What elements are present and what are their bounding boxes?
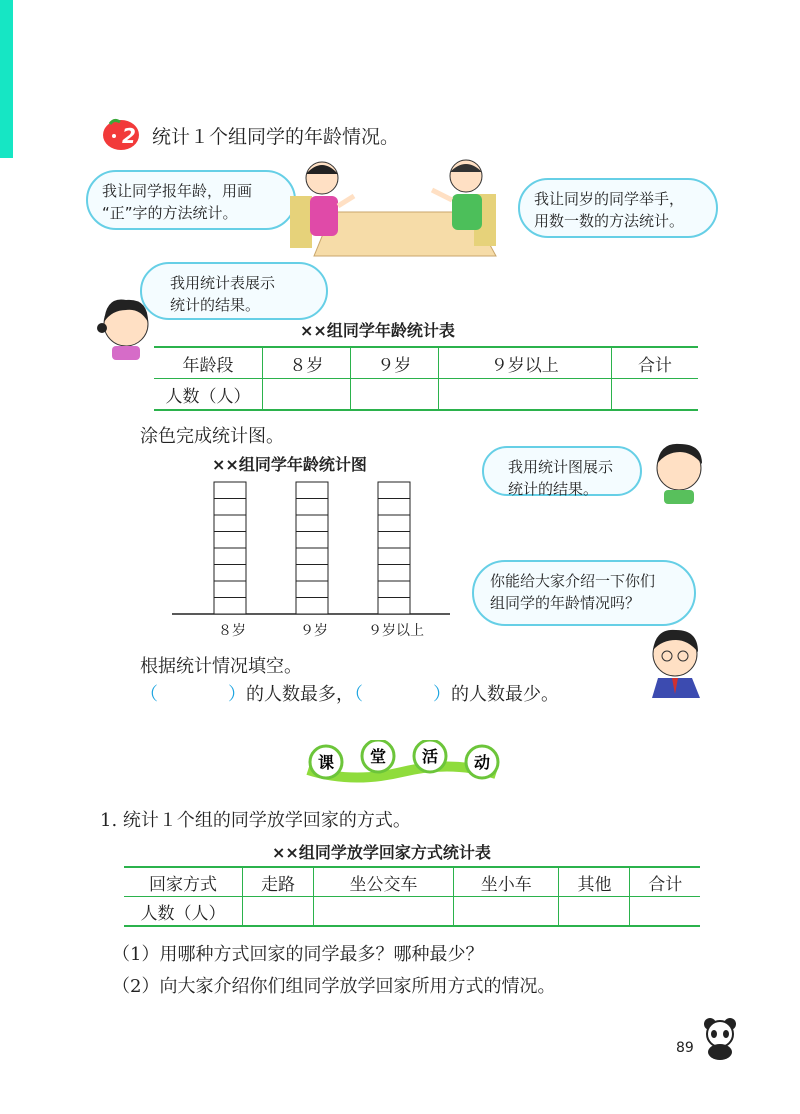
age-statistics-table <box>154 346 698 411</box>
chart-cell[interactable] <box>296 565 328 582</box>
age-chart-title: ××组同学年龄统计图 <box>212 455 367 474</box>
speech-bubble-boy2 <box>482 446 642 496</box>
boy-avatar <box>652 440 706 504</box>
table-cell: 合计 <box>611 347 698 379</box>
table-row <box>154 347 698 379</box>
speech-bubble-girl2 <box>140 262 328 320</box>
bubble-line: 统计的结果。 <box>508 480 599 498</box>
age-table-title: ××组同学年龄统计表 <box>300 321 455 340</box>
table-row <box>124 867 700 897</box>
table-cell: ９岁 <box>350 347 438 379</box>
bubble-line: 用数一数的方法统计。 <box>534 212 685 230</box>
blank-cell[interactable] <box>453 897 558 927</box>
speech-bubble-boy <box>518 178 718 238</box>
blank-cell[interactable] <box>350 379 438 411</box>
chart-cell[interactable] <box>296 499 328 516</box>
side-color-bar <box>0 0 13 158</box>
table-cell: 合计 <box>630 867 700 897</box>
chart-cell[interactable] <box>296 581 328 598</box>
banner-char: 动 <box>473 753 491 772</box>
activity-banner <box>302 740 502 786</box>
chart-cell[interactable] <box>378 548 410 565</box>
chart-cell[interactable] <box>214 499 246 516</box>
banner-char: 课 <box>317 753 335 772</box>
teacher-avatar <box>644 624 706 698</box>
table-cell: 年龄段 <box>154 347 263 379</box>
blank-cell[interactable] <box>243 897 314 927</box>
banner-char: 堂 <box>369 747 387 766</box>
chart-cell[interactable] <box>214 598 246 615</box>
panda-icon <box>700 1016 740 1060</box>
table-cell: 其他 <box>559 867 630 897</box>
table-row <box>124 897 700 927</box>
blank-close: ） <box>433 684 451 705</box>
bubble-line: 统计的结果。 <box>170 296 261 314</box>
table-cell: 人数（人） <box>124 897 243 927</box>
fill-in-sentence <box>140 680 559 706</box>
chart-cell[interactable] <box>296 482 328 499</box>
speech-bubble-girl <box>86 170 296 230</box>
age-chart <box>168 478 454 618</box>
chart-cell[interactable] <box>214 515 246 532</box>
chart-cell[interactable] <box>378 499 410 516</box>
speech-bubble-teacher <box>472 560 696 626</box>
table-cell: 坐公交车 <box>314 867 454 897</box>
chart-cell[interactable] <box>378 581 410 598</box>
fill-in-text: 的人数最少。 <box>451 684 559 705</box>
chart-cell[interactable] <box>214 548 246 565</box>
chart-cell[interactable] <box>296 515 328 532</box>
chart-cell[interactable] <box>214 532 246 549</box>
question-2: （2）向大家介绍你们组同学放学回家所用方式的情况。 <box>112 976 556 997</box>
bubble-line: 我让同岁的同学举手， <box>534 190 685 208</box>
example-title: 统计１个组同学的年龄情况。 <box>152 126 400 148</box>
table-cell: ９岁以上 <box>438 347 611 379</box>
table-cell: ８岁 <box>263 347 351 379</box>
chart-cell[interactable] <box>378 532 410 549</box>
chart-category-label: ９岁 <box>300 623 328 639</box>
question-1: （1）用哪种方式回家的同学最多？哪种最少？ <box>112 944 484 965</box>
chart-cell[interactable] <box>296 532 328 549</box>
chart-category-label: ８岁 <box>218 623 246 639</box>
bubble-line: 组同学的年龄情况吗？ <box>490 594 641 612</box>
classroom-desk-illustration <box>282 156 512 260</box>
bubble-line: “正”字的方法统计。 <box>102 204 238 222</box>
blank-cell[interactable] <box>630 897 700 927</box>
chart-cell[interactable] <box>214 482 246 499</box>
chart-cell[interactable] <box>378 565 410 582</box>
blank-cell[interactable] <box>611 379 698 411</box>
blank-close: ） <box>228 684 246 705</box>
page-number: 89 <box>676 1040 694 1056</box>
chart-cell[interactable] <box>214 565 246 582</box>
bubble-line: 你能给大家介绍一下你们 <box>490 572 656 590</box>
blank-cell[interactable] <box>263 379 351 411</box>
bubble-line: 我用统计图展示 <box>508 458 614 476</box>
chart-cell[interactable] <box>378 482 410 499</box>
example-number: 2 <box>122 124 136 148</box>
blank-open: （ <box>140 684 158 705</box>
table-cell: 回家方式 <box>124 867 243 897</box>
bubble-line: 我让同学报年龄，用画 <box>102 182 253 200</box>
table-cell: 人数（人） <box>154 379 263 411</box>
bubble-line: 我用统计表展示 <box>170 274 276 292</box>
chart-cell[interactable] <box>378 515 410 532</box>
banner-char: 活 <box>421 747 439 766</box>
table-cell: 坐小车 <box>453 867 558 897</box>
chart-cell[interactable] <box>296 598 328 615</box>
table-cell: 走路 <box>243 867 314 897</box>
blank-cell[interactable] <box>438 379 611 411</box>
table-row <box>154 379 698 411</box>
chart-cell[interactable] <box>296 548 328 565</box>
blank-open: （ <box>354 684 363 705</box>
blank-cell[interactable] <box>314 897 454 927</box>
fill-in-prompt: 根据统计情况填空。 <box>140 656 302 677</box>
chart-cell[interactable] <box>378 598 410 615</box>
home-method-table-title: ××组同学放学回家方式统计表 <box>272 843 491 862</box>
blank-cell[interactable] <box>559 897 630 927</box>
fill-in-text: 的人数最多， <box>246 684 354 705</box>
activity-item-1: 1. 统计１个组的同学放学回家的方式。 <box>100 810 411 831</box>
chart-cell[interactable] <box>214 581 246 598</box>
instruction-color-chart: 涂色完成统计图。 <box>140 426 284 447</box>
example-badge-icon <box>100 116 142 152</box>
chart-category-label: ９岁以上 <box>368 623 424 639</box>
home-method-table <box>124 866 700 927</box>
